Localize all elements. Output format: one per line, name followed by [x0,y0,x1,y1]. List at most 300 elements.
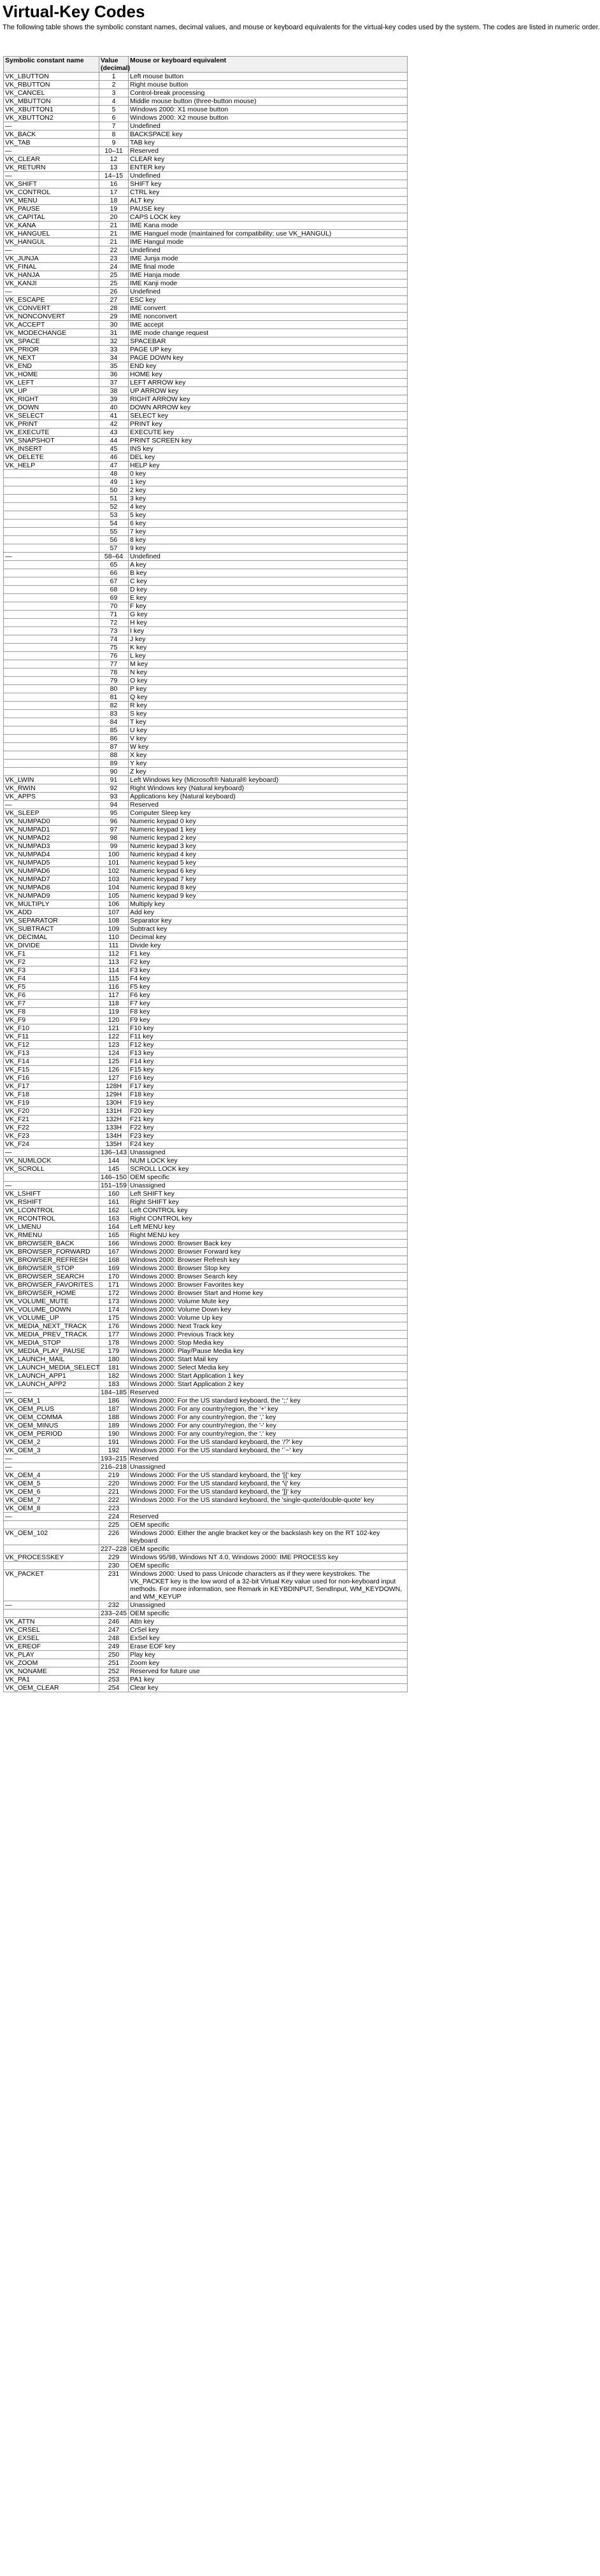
cell-equivalent: PAUSE key [129,205,408,213]
cell-constant-name [4,710,99,718]
cell-constant-name [4,561,99,569]
table-row [4,180,408,188]
cell-value: 93 [99,793,129,801]
cell-value: 38 [99,387,129,395]
cell-equivalent: Windows 2000: Browser Favorites key [129,1281,408,1289]
cell-value: 250 [99,1651,129,1659]
cell-value: 27 [99,296,129,304]
cell-constant-name: VK_LAUNCH_APP1 [4,1372,99,1380]
cell-equivalent: Zoom key [129,1659,408,1667]
cell-equivalent: IME mode change request [129,329,408,337]
table-row [4,222,408,230]
cell-constant-name: VK_LAUNCH_MAIL [4,1355,99,1364]
cell-constant-name: VK_CONVERT [4,304,99,313]
cell-equivalent: Reserved [129,147,408,155]
table-row [4,106,408,114]
table-row [4,404,408,412]
cell-value: 126 [99,1066,129,1074]
cell-constant-name [4,577,99,586]
cell-equivalent: Undefined [129,122,408,131]
table-row [4,635,408,644]
cell-equivalent: Windows 2000: Next Track key [129,1322,408,1331]
cell-equivalent: Reserved for future use [129,1667,408,1676]
table-row [4,1207,408,1215]
cell-value: 251 [99,1659,129,1667]
cell-value: 28 [99,304,129,313]
cell-equivalent: 3 key [129,495,408,503]
table-row [4,1000,408,1008]
cell-value: 23 [99,255,129,263]
table-row [4,387,408,395]
table-row [4,776,408,784]
table-row [4,602,408,611]
cell-equivalent: Windows 2000: Volume Down key [129,1306,408,1314]
table-row [4,1289,408,1298]
table-row [4,859,408,867]
table-row [4,1124,408,1132]
table-row [4,362,408,371]
cell-equivalent: Reserved [129,1455,408,1463]
cell-value: 180 [99,1355,129,1364]
table-row [4,1610,408,1618]
cell-value: 1 [99,73,129,81]
cell-constant-name [4,511,99,520]
cell-equivalent: L key [129,652,408,660]
cell-value: 44 [99,437,129,445]
cell-equivalent: ESC key [129,296,408,304]
cell-equivalent: F14 key [129,1058,408,1066]
table-row [4,892,408,900]
cell-constant-name: VK_F20 [4,1107,99,1115]
cell-constant-name [4,1173,99,1182]
table-row [4,809,408,817]
cell-value: 8 [99,131,129,139]
cell-equivalent: Windows 2000: Start Application 2 key [129,1380,408,1389]
table-row [4,313,408,321]
cell-equivalent: F11 key [129,1033,408,1041]
cell-equivalent: PRINT key [129,420,408,428]
cell-equivalent: 4 key [129,503,408,511]
table-row [4,1438,408,1447]
cell-constant-name: — [4,246,99,255]
cell-constant-name: VK_SEPARATOR [4,917,99,925]
table-row [4,826,408,834]
cell-equivalent: DEL key [129,453,408,462]
cell-constant-name: — [4,147,99,155]
cell-constant-name: VK_F16 [4,1074,99,1082]
cell-constant-name: VK_SELECT [4,412,99,420]
cell-value: 14–15 [99,172,129,180]
cell-constant-name [4,652,99,660]
cell-equivalent: Windows 2000: Either the angle bracket key or the backslash key on the RT 102-key keyboard [129,1529,408,1545]
table-row [4,669,408,677]
cell-equivalent: F24 key [129,1140,408,1149]
cell-value: 83 [99,710,129,718]
cell-constant-name: VK_F3 [4,966,99,975]
table-row [4,1651,408,1659]
table-row [4,81,408,89]
table-row [4,1198,408,1207]
cell-equivalent: F3 key [129,966,408,975]
table-row [4,420,408,428]
cell-value: 220 [99,1480,129,1488]
cell-equivalent: SCROLL LOCK key [129,1165,408,1173]
table-row [4,1405,408,1413]
cell-constant-name [4,693,99,702]
cell-value: 183 [99,1380,129,1389]
table-row [4,1099,408,1107]
cell-value: 166 [99,1240,129,1248]
cell-value: 72 [99,619,129,627]
table-row [4,172,408,180]
cell-value: 145 [99,1165,129,1173]
cell-equivalent: F19 key [129,1099,408,1107]
cell-value: 57 [99,544,129,553]
cell-equivalent: Windows 2000: Volume Mute key [129,1298,408,1306]
table-row [4,263,408,271]
cell-constant-name: VK_PRINT [4,420,99,428]
table-row [4,842,408,851]
cell-constant-name: VK_F2 [4,958,99,966]
cell-constant-name [4,685,99,693]
cell-equivalent: R key [129,702,408,710]
cell-constant-name: VK_DELETE [4,453,99,462]
cell-equivalent: Windows 2000: Play/Pause Media key [129,1347,408,1355]
table-row [4,784,408,793]
cell-value: 56 [99,536,129,544]
cell-value: 246 [99,1618,129,1626]
cell-equivalent: 2 key [129,486,408,495]
cell-value: 190 [99,1430,129,1438]
cell-value: 119 [99,1008,129,1016]
cell-constant-name: VK_F14 [4,1058,99,1066]
cell-value: 163 [99,1215,129,1223]
cell-value: 116 [99,983,129,991]
table-row [4,1529,408,1545]
table-row [4,1314,408,1322]
cell-equivalent: Windows 2000: For the US standard keyboard, the ';:' key [129,1397,408,1405]
cell-value: 110 [99,933,129,942]
cell-value: 122 [99,1033,129,1041]
cell-constant-name: — [4,172,99,180]
cell-constant-name [4,569,99,577]
cell-value: 13 [99,164,129,172]
cell-equivalent: SPACEBAR [129,337,408,346]
cell-equivalent: Windows 2000: Browser Stop key [129,1264,408,1273]
cell-constant-name: VK_PROCESSKEY [4,1553,99,1562]
table-row [4,1676,408,1684]
cell-equivalent: Windows 2000: Browser Forward key [129,1248,408,1256]
cell-value: 42 [99,420,129,428]
cell-constant-name: VK_LAUNCH_MEDIA_SELECT [4,1364,99,1372]
cell-value: 232 [99,1601,129,1610]
cell-equivalent: Windows 2000: For any country/region, the '+' key [129,1405,408,1413]
table-row [4,379,408,387]
cell-equivalent: F23 key [129,1132,408,1140]
cell-value: 146–150 [99,1173,129,1182]
cell-equivalent: Windows 2000: Used to pass Unicode characters as if they were keystrokes. The VK_PACKET key is the low word of a 32-bit Virtual Key value used for non-keyboard input methods. For more information, see Remark in KEYBDINPUT, SendInput, WM_KEYDOWN, and WM_KEYUP [129,1570,408,1601]
cell-equivalent: F13 key [129,1049,408,1058]
cell-equivalent: W key [129,743,408,751]
table-row [4,652,408,660]
cell-equivalent: Separator key [129,917,408,925]
table-row [4,1256,408,1264]
cell-equivalent: Right mouse button [129,81,408,89]
cell-constant-name: VK_JUNJA [4,255,99,263]
cell-value: 130H [99,1099,129,1107]
cell-constant-name: VK_KANA [4,222,99,230]
cell-constant-name [4,536,99,544]
cell-value: 4 [99,97,129,106]
cell-constant-name: VK_HOME [4,371,99,379]
cell-value: 224 [99,1513,129,1521]
cell-constant-name: VK_END [4,362,99,371]
table-row [4,1634,408,1643]
cell-equivalent: Unassigned [129,1463,408,1471]
cell-value: 25 [99,271,129,280]
cell-equivalent: F17 key [129,1082,408,1091]
cell-equivalent: Decimal key [129,933,408,942]
table-row [4,536,408,544]
table-row [4,594,408,602]
cell-value: 86 [99,735,129,743]
table-row [4,437,408,445]
cell-equivalent: T key [129,718,408,726]
cell-equivalent: IME accept [129,321,408,329]
cell-equivalent: BACKSPACE key [129,131,408,139]
cell-value: 32 [99,337,129,346]
cell-value: 112 [99,950,129,958]
cell-value: 100 [99,851,129,859]
cell-value: 21 [99,238,129,246]
table-row [4,1223,408,1231]
cell-constant-name: VK_PRIOR [4,346,99,354]
cell-equivalent: F6 key [129,991,408,1000]
cell-constant-name [4,520,99,528]
cell-equivalent: Windows 2000: Browser Search key [129,1273,408,1281]
table-row [4,760,408,768]
cell-constant-name: VK_EXECUTE [4,428,99,437]
table-row [4,1553,408,1562]
cell-constant-name: VK_OEM_CLEAR [4,1684,99,1692]
cell-constant-name: VK_RETURN [4,164,99,172]
cell-equivalent: Numeric keypad 9 key [129,892,408,900]
cell-constant-name: VK_OEM_4 [4,1471,99,1480]
table-row [4,1364,408,1372]
cell-value: 48 [99,470,129,478]
cell-constant-name: VK_F5 [4,983,99,991]
cell-value: 124 [99,1049,129,1058]
cell-constant-name: VK_DECIMAL [4,933,99,942]
cell-value: 58–64 [99,553,129,561]
cell-constant-name: VK_HANGUL [4,238,99,246]
table-row [4,925,408,933]
cell-value: 71 [99,611,129,619]
cell-value: 128H [99,1082,129,1091]
cell-value: 162 [99,1207,129,1215]
table-row [4,445,408,453]
cell-constant-name: — [4,1463,99,1471]
cell-value: 5 [99,106,129,114]
cell-constant-name: VK_OEM_2 [4,1438,99,1447]
cell-value: 114 [99,966,129,975]
table-row [4,1601,408,1610]
cell-equivalent: F2 key [129,958,408,966]
table-row [4,611,408,619]
cell-constant-name: VK_F4 [4,975,99,983]
cell-value: 144 [99,1157,129,1165]
cell-value: 120 [99,1016,129,1024]
cell-constant-name: VK_RCONTROL [4,1215,99,1223]
cell-equivalent: Windows 2000: For the US standard keyboard, the '/?' key [129,1438,408,1447]
cell-equivalent: O key [129,677,408,685]
cell-constant-name: VK_F21 [4,1115,99,1124]
cell-value: 165 [99,1231,129,1240]
table-row [4,1626,408,1634]
cell-value: 129H [99,1091,129,1099]
table-row [4,942,408,950]
cell-constant-name: VK_VOLUME_MUTE [4,1298,99,1306]
table-row [4,875,408,884]
table-row [4,164,408,172]
table-row [4,1074,408,1082]
cell-value: 181 [99,1364,129,1372]
cell-constant-name: VK_MBUTTON [4,97,99,106]
table-row [4,428,408,437]
cell-constant-name: VK_RWIN [4,784,99,793]
cell-equivalent: IME final mode [129,263,408,271]
cell-value: 131H [99,1107,129,1115]
page-title: Virtual-Key Codes [3,2,145,21]
cell-equivalent: F20 key [129,1107,408,1115]
cell-value: 7 [99,122,129,131]
table-row [4,122,408,131]
cell-constant-name: VK_F19 [4,1099,99,1107]
cell-constant-name: VK_OEM_MINUS [4,1422,99,1430]
table-row [4,1058,408,1066]
table-row [4,544,408,553]
cell-equivalent: CrSel key [129,1626,408,1634]
table-row [4,1480,408,1488]
table-row [4,1049,408,1058]
cell-value: 102 [99,867,129,875]
cell-constant-name: VK_F1 [4,950,99,958]
table-row [4,900,408,909]
cell-equivalent: Windows 2000: Browser Back key [129,1240,408,1248]
cell-equivalent: M key [129,660,408,669]
cell-equivalent: OEM specific [129,1545,408,1553]
cell-constant-name: VK_F23 [4,1132,99,1140]
cell-equivalent: F8 key [129,1008,408,1016]
cell-value: 98 [99,834,129,842]
cell-value: 70 [99,602,129,611]
cell-constant-name: — [4,1513,99,1521]
table-row [4,271,408,280]
cell-equivalent: H key [129,619,408,627]
table-row [4,950,408,958]
table-row [4,1091,408,1099]
cell-value: 117 [99,991,129,1000]
table-row [4,1667,408,1676]
cell-equivalent: Applications key (Natural keyboard) [129,793,408,801]
cell-constant-name: VK_BROWSER_FORWARD [4,1248,99,1256]
cell-constant-name: VK_VOLUME_DOWN [4,1306,99,1314]
cell-constant-name: VK_NUMPAD4 [4,851,99,859]
cell-equivalent: Middle mouse button (three-button mouse) [129,97,408,106]
table-row [4,89,408,97]
cell-value: 17 [99,188,129,197]
table-row [4,867,408,875]
table-row [4,801,408,809]
cell-value: 49 [99,478,129,486]
cell-equivalent: 6 key [129,520,408,528]
table-row [4,205,408,213]
table-row [4,975,408,983]
cell-value: 39 [99,395,129,404]
cell-constant-name: VK_XBUTTON2 [4,114,99,122]
cell-equivalent: Windows 2000: For the US standard keyboard, the '[{' key [129,1471,408,1480]
cell-value: 25 [99,280,129,288]
cell-constant-name: VK_PACKET [4,1570,99,1601]
cell-equivalent: Z key [129,768,408,776]
cell-value: 54 [99,520,129,528]
cell-constant-name: VK_BROWSER_BACK [4,1240,99,1248]
cell-value: 193–215 [99,1455,129,1463]
table-row [4,710,408,718]
cell-equivalent: Windows 2000: For the US standard keyboard, the 'single-quote/double-quote' key [129,1496,408,1504]
cell-constant-name: VK_CLEAR [4,155,99,164]
cell-constant-name [4,726,99,735]
cell-value: 9 [99,139,129,147]
cell-equivalent: Reserved [129,1513,408,1521]
cell-equivalent: PAGE UP key [129,346,408,354]
cell-value: 77 [99,660,129,669]
cell-value: 104 [99,884,129,892]
cell-value: 125 [99,1058,129,1066]
header-equivalent: Mouse or keyboard equivalent [129,57,408,73]
table-row [4,520,408,528]
cell-constant-name: VK_SLEEP [4,809,99,817]
table-row [4,1132,408,1140]
cell-constant-name: VK_FINAL [4,263,99,271]
intro-text: The following table shows the symbolic constant names, decimal values, and mouse or keyboard equivalents for the virtual-key codes used by the system. The codes are listed in numeric order. [3,24,600,31]
cell-equivalent: Windows 2000: Browser Start and Home key [129,1289,408,1298]
table-row [4,197,408,205]
table-row [4,73,408,81]
cell-value: 231 [99,1570,129,1601]
cell-value: 229 [99,1553,129,1562]
cell-value: 92 [99,784,129,793]
cell-constant-name: VK_LSHIFT [4,1190,99,1198]
cell-equivalent: ALT key [129,197,408,205]
table-row [4,1513,408,1521]
table-row [4,735,408,743]
table-row [4,1347,408,1355]
cell-value: 12 [99,155,129,164]
cell-constant-name: VK_RBUTTON [4,81,99,89]
cell-equivalent: Play key [129,1651,408,1659]
table-row [4,395,408,404]
cell-constant-name: — [4,1389,99,1397]
cell-constant-name: VK_OEM_5 [4,1480,99,1488]
table-row [4,702,408,710]
cell-constant-name: VK_SPACE [4,337,99,346]
table-row [4,726,408,735]
cell-constant-name: VK_F9 [4,1016,99,1024]
table-row [4,1248,408,1256]
cell-constant-name: VK_PA1 [4,1676,99,1684]
cell-equivalent: F5 key [129,983,408,991]
